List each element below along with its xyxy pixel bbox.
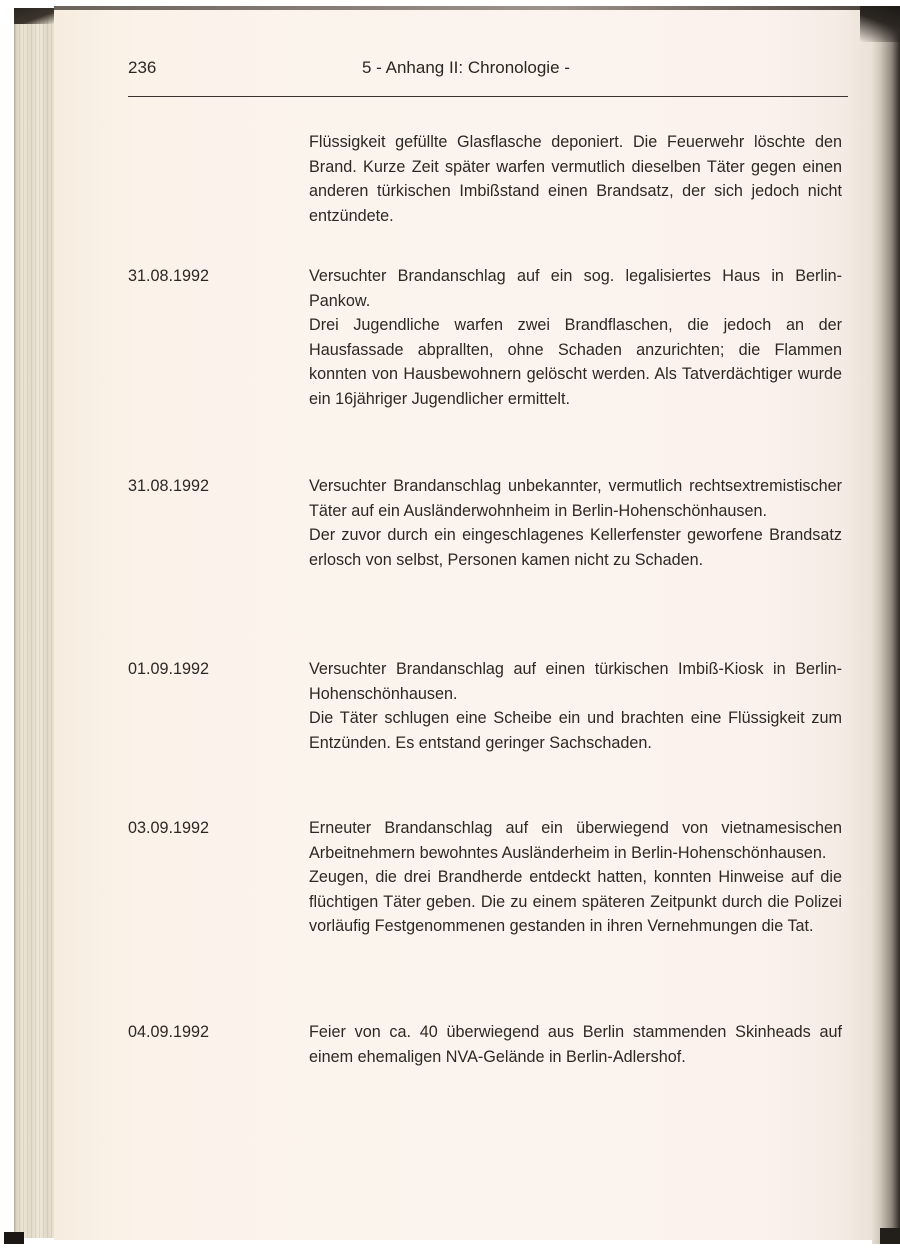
entry-paragraph: Zeugen, die drei Brandherde entdeckt hatten, konnten Hinweise auf die flüchtigen Täter geben. Die zu einem späteren Zeitpunkt durch die Polizei vorläufig Festgenommenen gestanden in ihren Vernehmungen die Tat. xyxy=(309,868,842,935)
entry-headline: Versuchter Brandanschlag auf einen türkischen Imbiß-Kiosk in Berlin-Hohenschönhausen. xyxy=(309,660,842,703)
entry-body xyxy=(309,264,842,411)
entry-date: 01.09.1992 xyxy=(128,660,210,678)
header-rule xyxy=(128,96,848,97)
page-stack-edge xyxy=(14,8,55,1238)
entry-headline: Feier von ca. 40 überwiegend aus Berlin stammenden Skinheads auf einem ehemaligen NVA-Gelände in Berlin-Adlershof. xyxy=(309,1023,842,1066)
entry-body xyxy=(309,130,842,228)
page-top-edge xyxy=(54,6,884,10)
binding-shadow xyxy=(872,6,900,1244)
page-number: 236 xyxy=(128,58,157,77)
entry-body xyxy=(309,474,842,572)
entry-headline: Versuchter Brandanschlag unbekannter, vermutlich rechtsextremistischer Täter auf ein Ausländerwohnheim in Berlin-Hohenschönhausen. xyxy=(309,477,842,520)
cover-corner-top-right xyxy=(860,6,900,42)
entry-paragraph: Die Täter schlugen eine Scheibe ein und brachten eine Flüssigkeit zum Entzünden. Es entstand geringer Sachschaden. xyxy=(309,709,842,752)
cover-corner-bottom-left xyxy=(4,1232,24,1244)
entry-headline: Erneuter Brandanschlag auf ein überwiegend von vietnamesischen Arbeitnehmern bewohntes Ausländerheim in Berlin-Hohenschönhausen. xyxy=(309,819,842,862)
cover-corner-bottom-right xyxy=(880,1228,900,1244)
entry-body xyxy=(309,1020,842,1069)
section-title: 5 - Anhang II: Chronologie - xyxy=(362,58,570,77)
entry-body xyxy=(309,657,842,755)
entry-date: 04.09.1992 xyxy=(128,1023,210,1041)
entry-paragraph: Der zuvor durch ein eingeschlagenes Kellerfenster geworfene Brandsatz erlosch von selbst, Personen kamen nicht zu Schaden. xyxy=(309,526,842,569)
running-header xyxy=(128,58,848,88)
entry-date: 31.08.1992 xyxy=(128,267,210,285)
entry-paragraph: Drei Jugendliche warfen zwei Brandflaschen, die jedoch an der Hausfassade abprallten, ohne Schaden anzurichten; die Flammen konnten von Hausbewohnern gelöscht werden. Als Tatverdächtiger wurde ein 16jähriger Jugendlicher ermittelt. xyxy=(309,316,842,408)
entry-date: 31.08.1992 xyxy=(128,477,210,495)
entry-date: 03.09.1992 xyxy=(128,819,210,837)
entry-body xyxy=(309,816,842,939)
entry-paragraph: Flüssigkeit gefüllte Glasflasche deponiert. Die Feuerwehr löschte den Brand. Kurze Zeit später warfen vermutlich dieselben Täter gegen einen anderen türkischen Imbißstand einen Brandsatz, der sich jedoch nicht entzündete. xyxy=(309,133,842,225)
cover-corner-top-left xyxy=(14,8,54,24)
entry-headline: Versuchter Brandanschlag auf ein sog. legalisiertes Haus in Berlin-Pankow. xyxy=(309,267,842,310)
